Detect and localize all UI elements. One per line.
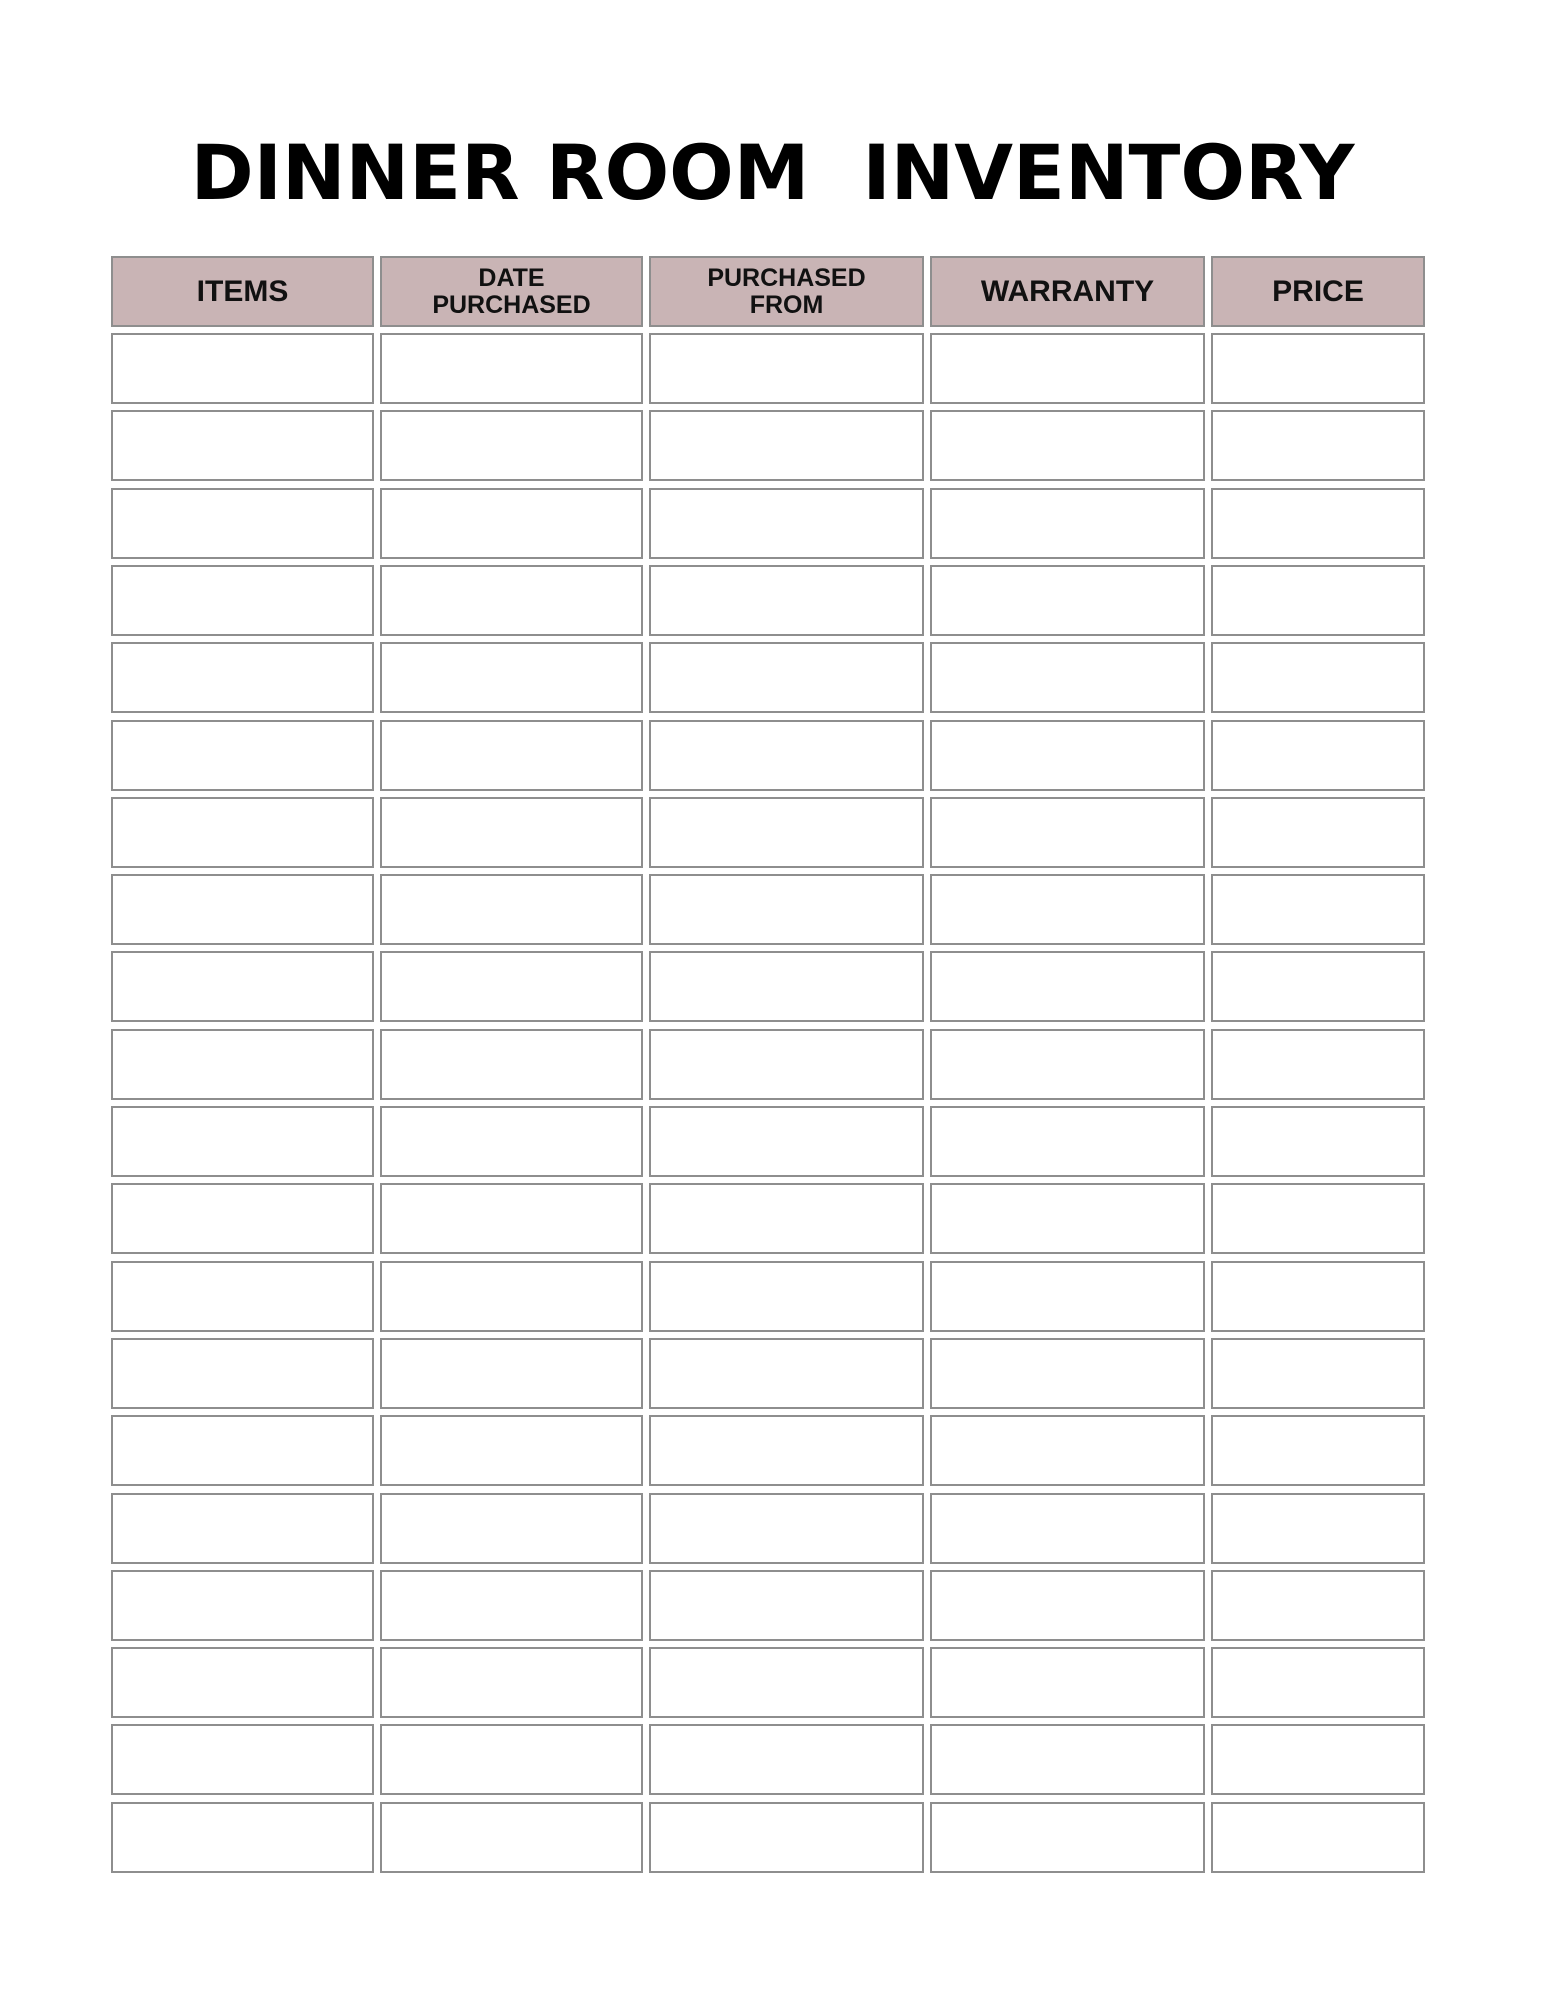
entry-cell-price[interactable]	[1211, 797, 1425, 868]
entry-cell-items[interactable]	[111, 874, 374, 945]
column-header-purchased-from	[649, 256, 924, 327]
entry-cell-items[interactable]	[111, 1106, 374, 1177]
entry-cell-date-purchased[interactable]	[380, 1106, 643, 1177]
entry-cell-date-purchased[interactable]	[380, 1493, 643, 1564]
entry-cell-warranty[interactable]	[930, 1570, 1205, 1641]
column-header-warranty	[930, 256, 1205, 327]
entry-cell-items[interactable]	[111, 488, 374, 559]
entry-cell-price[interactable]	[1211, 1338, 1425, 1409]
entry-cell-date-purchased[interactable]	[380, 1724, 643, 1795]
entry-cell-purchased-from[interactable]	[649, 874, 924, 945]
entry-cell-purchased-from[interactable]	[649, 488, 924, 559]
column-header-price	[1211, 256, 1425, 327]
entry-cell-date-purchased[interactable]	[380, 333, 643, 404]
entry-cell-warranty[interactable]	[930, 1802, 1205, 1873]
entry-cell-warranty[interactable]	[930, 1724, 1205, 1795]
entry-cell-warranty[interactable]	[930, 1647, 1205, 1718]
entry-cell-purchased-from[interactable]	[649, 410, 924, 481]
entry-cell-items[interactable]	[111, 951, 374, 1022]
column-header-label: PURCHASED FROM	[707, 263, 866, 319]
entry-cell-price[interactable]	[1211, 1261, 1425, 1332]
entry-cell-warranty[interactable]	[930, 488, 1205, 559]
entry-cell-warranty[interactable]	[930, 333, 1205, 404]
entry-cell-date-purchased[interactable]	[380, 1802, 643, 1873]
entry-cell-items[interactable]	[111, 565, 374, 636]
entry-cell-warranty[interactable]	[930, 1183, 1205, 1254]
entry-cell-warranty[interactable]	[930, 1338, 1205, 1409]
entry-cell-date-purchased[interactable]	[380, 1261, 643, 1332]
page-title: DINNER ROOM INVENTORY	[190, 128, 1355, 217]
entry-cell-purchased-from[interactable]	[649, 1106, 924, 1177]
entry-cell-items[interactable]	[111, 1647, 374, 1718]
entry-cell-items[interactable]	[111, 1570, 374, 1641]
entry-cell-price[interactable]	[1211, 1029, 1425, 1100]
entry-cell-purchased-from[interactable]	[649, 1183, 924, 1254]
entry-cell-warranty[interactable]	[930, 565, 1205, 636]
entry-cell-date-purchased[interactable]	[380, 488, 643, 559]
entry-cell-items[interactable]	[111, 720, 374, 791]
entry-cell-items[interactable]	[111, 410, 374, 481]
entry-cell-items[interactable]	[111, 1261, 374, 1332]
entry-cell-items[interactable]	[111, 1415, 374, 1486]
entry-cell-price[interactable]	[1211, 874, 1425, 945]
entry-cell-items[interactable]	[111, 797, 374, 868]
entry-cell-warranty[interactable]	[930, 1493, 1205, 1564]
entry-cell-price[interactable]	[1211, 410, 1425, 481]
entry-cell-purchased-from[interactable]	[649, 1724, 924, 1795]
entry-cell-date-purchased[interactable]	[380, 1029, 643, 1100]
entry-cell-purchased-from[interactable]	[649, 1415, 924, 1486]
column-header-label: ITEMS	[196, 274, 289, 308]
entry-cell-date-purchased[interactable]	[380, 951, 643, 1022]
entry-cell-purchased-from[interactable]	[649, 1493, 924, 1564]
entry-cell-items[interactable]	[111, 1493, 374, 1564]
entry-cell-warranty[interactable]	[930, 1415, 1205, 1486]
entry-cell-warranty[interactable]	[930, 642, 1205, 713]
entry-cell-date-purchased[interactable]	[380, 720, 643, 791]
entry-cell-purchased-from[interactable]	[649, 1802, 924, 1873]
entry-cell-price[interactable]	[1211, 1106, 1425, 1177]
entry-cell-warranty[interactable]	[930, 1029, 1205, 1100]
entry-cell-purchased-from[interactable]	[649, 797, 924, 868]
entry-cell-warranty[interactable]	[930, 1261, 1205, 1332]
entry-cell-date-purchased[interactable]	[380, 874, 643, 945]
entry-cell-price[interactable]	[1211, 951, 1425, 1022]
entry-cell-price[interactable]	[1211, 488, 1425, 559]
entry-cell-warranty[interactable]	[930, 874, 1205, 945]
entry-cell-price[interactable]	[1211, 1647, 1425, 1718]
entry-cell-items[interactable]	[111, 1338, 374, 1409]
entry-cell-price[interactable]	[1211, 333, 1425, 404]
column-header-label: DATE PURCHASED	[432, 263, 591, 319]
entry-cell-date-purchased[interactable]	[380, 1415, 643, 1486]
entry-cell-purchased-from[interactable]	[649, 1647, 924, 1718]
entry-cell-items[interactable]	[111, 1802, 374, 1873]
entry-cell-warranty[interactable]	[930, 951, 1205, 1022]
entry-cell-purchased-from[interactable]	[649, 720, 924, 791]
entry-cell-purchased-from[interactable]	[649, 1029, 924, 1100]
entry-cell-price[interactable]	[1211, 1570, 1425, 1641]
entry-cell-date-purchased[interactable]	[380, 797, 643, 868]
entry-cell-price[interactable]	[1211, 1493, 1425, 1564]
entry-cell-price[interactable]	[1211, 1415, 1425, 1486]
entry-cell-price[interactable]	[1211, 565, 1425, 636]
entry-cell-purchased-from[interactable]	[649, 642, 924, 713]
entry-cell-purchased-from[interactable]	[649, 1338, 924, 1409]
entry-cell-purchased-from[interactable]	[649, 1261, 924, 1332]
entry-cell-warranty[interactable]	[930, 720, 1205, 791]
column-header-label: PRICE	[1272, 274, 1364, 308]
column-header-items	[111, 256, 374, 327]
entry-cell-purchased-from[interactable]	[649, 951, 924, 1022]
entry-cell-items[interactable]	[111, 1029, 374, 1100]
entry-cell-warranty[interactable]	[930, 1106, 1205, 1177]
entry-cell-items[interactable]	[111, 1183, 374, 1254]
entry-cell-date-purchased[interactable]	[380, 1570, 643, 1641]
entry-cell-items[interactable]	[111, 333, 374, 404]
entry-cell-date-purchased[interactable]	[380, 1338, 643, 1409]
entry-cell-date-purchased[interactable]	[380, 1183, 643, 1254]
entry-cell-price[interactable]	[1211, 642, 1425, 713]
entry-cell-date-purchased[interactable]	[380, 565, 643, 636]
column-header-date-purchased	[380, 256, 643, 327]
entry-cell-date-purchased[interactable]	[380, 642, 643, 713]
entry-cell-warranty[interactable]	[930, 410, 1205, 481]
entry-cell-purchased-from[interactable]	[649, 333, 924, 404]
entry-cell-price[interactable]	[1211, 720, 1425, 791]
entry-cell-items[interactable]	[111, 1724, 374, 1795]
entry-cell-purchased-from[interactable]	[649, 1570, 924, 1641]
entry-cell-price[interactable]	[1211, 1183, 1425, 1254]
entry-cell-price[interactable]	[1211, 1802, 1425, 1873]
entry-cell-date-purchased[interactable]	[380, 1647, 643, 1718]
entry-cell-items[interactable]	[111, 642, 374, 713]
entry-cell-price[interactable]	[1211, 1724, 1425, 1795]
entry-cell-date-purchased[interactable]	[380, 410, 643, 481]
entry-cell-warranty[interactable]	[930, 797, 1205, 868]
column-header-label: WARRANTY	[980, 274, 1155, 308]
entry-cell-purchased-from[interactable]	[649, 565, 924, 636]
